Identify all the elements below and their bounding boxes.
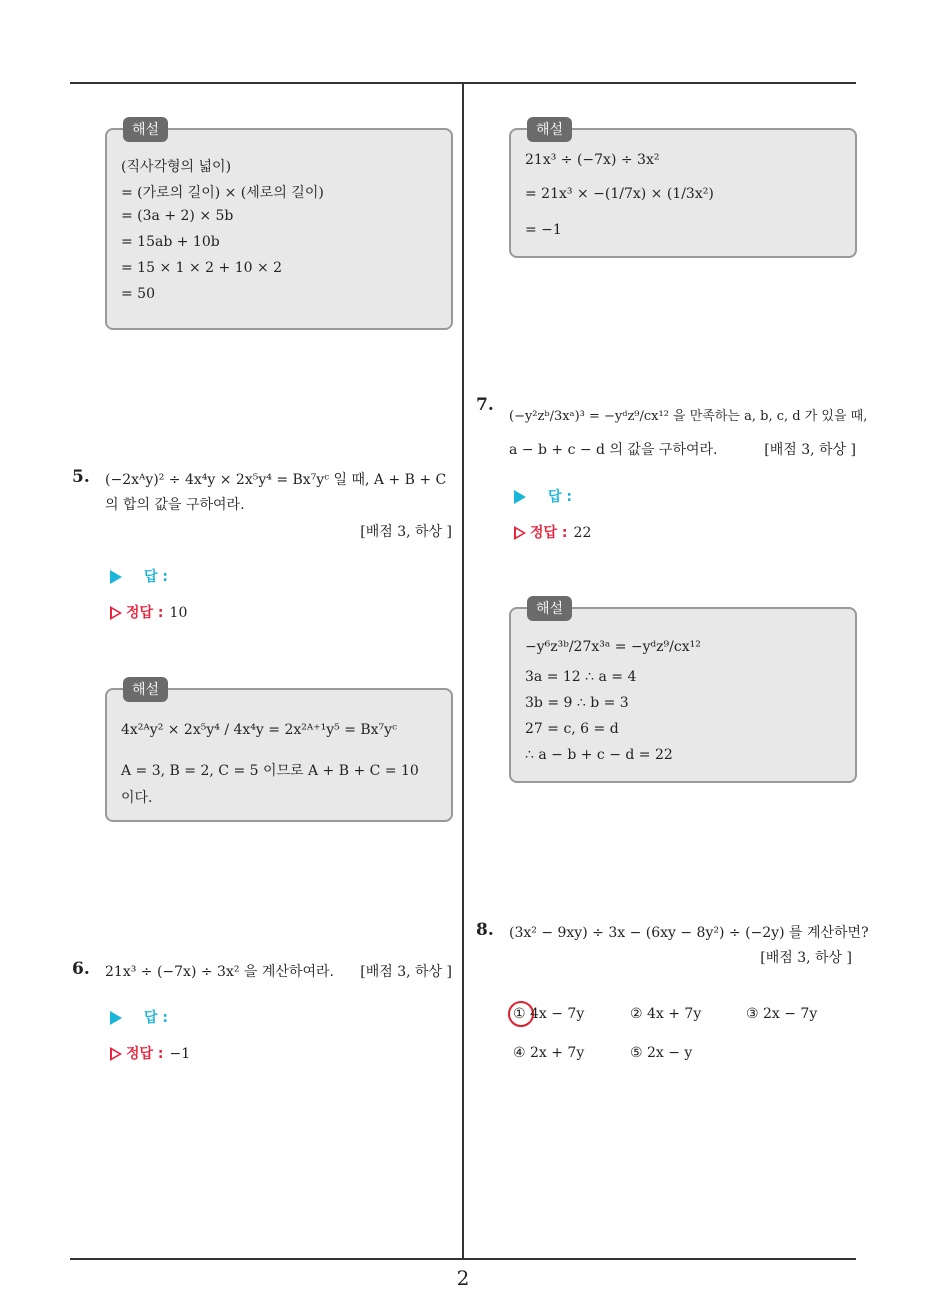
solution-line: (직사각형의 넓이) xyxy=(121,159,232,175)
correct-answer-5 xyxy=(110,602,187,622)
bottom-rule xyxy=(70,1258,856,1260)
solution-box-q4 xyxy=(105,122,453,330)
choice-5[interactable]: ⑤ 2x − y xyxy=(630,1045,693,1061)
solution-box-q5 xyxy=(105,682,453,822)
solution-tag: 해설 xyxy=(123,117,168,142)
choice-1[interactable]: ① 4x − 7y xyxy=(513,1006,585,1022)
column-divider xyxy=(462,84,464,1258)
correct-label: 정답 : xyxy=(126,605,164,621)
solution-line: = 15 × 1 × 2 + 10 × 2 xyxy=(121,260,283,276)
choice-4[interactable]: ④ 2x + 7y xyxy=(513,1045,585,1061)
answer-row-5 xyxy=(110,566,168,586)
correct-arrow-icon xyxy=(110,1047,122,1061)
question-7-text-line1: (−y²zᵇ/3xᵃ)³ = −yᵈz⁹/cx¹² 을 만족하는 a, b, c, d 가 있을 때, xyxy=(509,409,868,424)
question-5-meta: [배점 3, 하상 ] xyxy=(360,524,452,540)
correct-answer-7 xyxy=(514,522,591,542)
question-6-text: 21x³ ÷ (−7x) ÷ 3x² 을 계산하여라. xyxy=(105,964,334,980)
answer-arrow-icon xyxy=(110,570,122,584)
choice-3[interactable]: ③ 2x − 7y xyxy=(746,1006,818,1022)
solution-tag: 해설 xyxy=(527,117,572,142)
solution-line: = −1 xyxy=(525,222,562,238)
question-5-text-line2: 의 합의 값을 구하여라. xyxy=(105,497,245,513)
answer-row-6 xyxy=(110,1007,168,1027)
solution-line: −y⁶z³ᵇ/27x³ᵃ = −yᵈz⁹/cx¹² xyxy=(525,639,701,655)
correct-arrow-icon xyxy=(110,606,122,620)
question-number-6: 6. xyxy=(72,959,90,979)
solution-tag: 해설 xyxy=(527,596,572,621)
question-number-7: 7. xyxy=(476,395,494,415)
question-number-5: 5. xyxy=(72,467,90,487)
correct-answer-6 xyxy=(110,1043,190,1063)
solution-line: 27 = c, 6 = d xyxy=(525,721,619,737)
solution-line: = 21x³ × −(1/7x) × (1/3x²) xyxy=(525,186,714,202)
question-8-text: (3x² − 9xy) ÷ 3x − (6xy − 8y²) ÷ (−2y) 를 계산하면? xyxy=(509,925,869,941)
question-8-meta: [배점 3, 하상 ] xyxy=(760,950,852,966)
question-7-text-line2: a − b + c − d 의 값을 구하여라. xyxy=(509,442,718,458)
solution-line: = 50 xyxy=(121,286,155,302)
question-number-8: 8. xyxy=(476,920,494,940)
correct-value: 10 xyxy=(169,605,188,621)
correct-arrow-icon xyxy=(514,526,526,540)
question-7-meta: [배점 3, 하상 ] xyxy=(764,442,856,458)
answer-row-7 xyxy=(514,486,572,506)
solution-box-q7 xyxy=(509,601,857,783)
correct-value: −1 xyxy=(169,1046,191,1062)
answer-label: 답 : xyxy=(144,1010,168,1026)
solution-line: 이다. xyxy=(121,790,153,806)
solution-line: A = 3, B = 2, C = 5 이므로 A + B + C = 10 xyxy=(121,763,419,779)
solution-line: ∴ a − b + c − d = 22 xyxy=(525,747,673,763)
solution-line: = (가로의 길이) × (세로의 길이) xyxy=(121,185,324,201)
correct-label: 정답 : xyxy=(126,1046,164,1062)
answer-arrow-icon xyxy=(110,1011,122,1025)
question-5-text-line1: (−2xᴬy)² ÷ 4x⁴y × 2x⁵y⁴ = Bx⁷yᶜ 일 때, A + B + C xyxy=(105,472,447,488)
choice-2[interactable]: ② 4x + 7y xyxy=(630,1006,702,1022)
solution-tag: 해설 xyxy=(123,677,168,702)
answer-arrow-icon xyxy=(514,490,526,504)
solution-line: 4x²ᴬy² × 2x⁵y⁴ / 4x⁴y = 2x²ᴬ⁺¹y⁵ = Bx⁷yᶜ xyxy=(121,722,397,738)
page-number: 2 xyxy=(456,1266,470,1290)
solution-line: = (3a + 2) × 5b xyxy=(121,208,234,224)
answer-label: 답 : xyxy=(548,489,572,505)
solution-box-q6 xyxy=(509,122,857,258)
correct-value: 22 xyxy=(573,525,592,541)
correct-label: 정답 : xyxy=(530,525,568,541)
question-6-meta: [배점 3, 하상 ] xyxy=(360,964,452,980)
solution-line: 3a = 12 ∴ a = 4 xyxy=(525,669,637,685)
solution-line: 3b = 9 ∴ b = 3 xyxy=(525,695,629,711)
solution-line: = 15ab + 10b xyxy=(121,234,220,250)
solution-line: 21x³ ÷ (−7x) ÷ 3x² xyxy=(525,152,660,168)
answer-label: 답 : xyxy=(144,569,168,585)
